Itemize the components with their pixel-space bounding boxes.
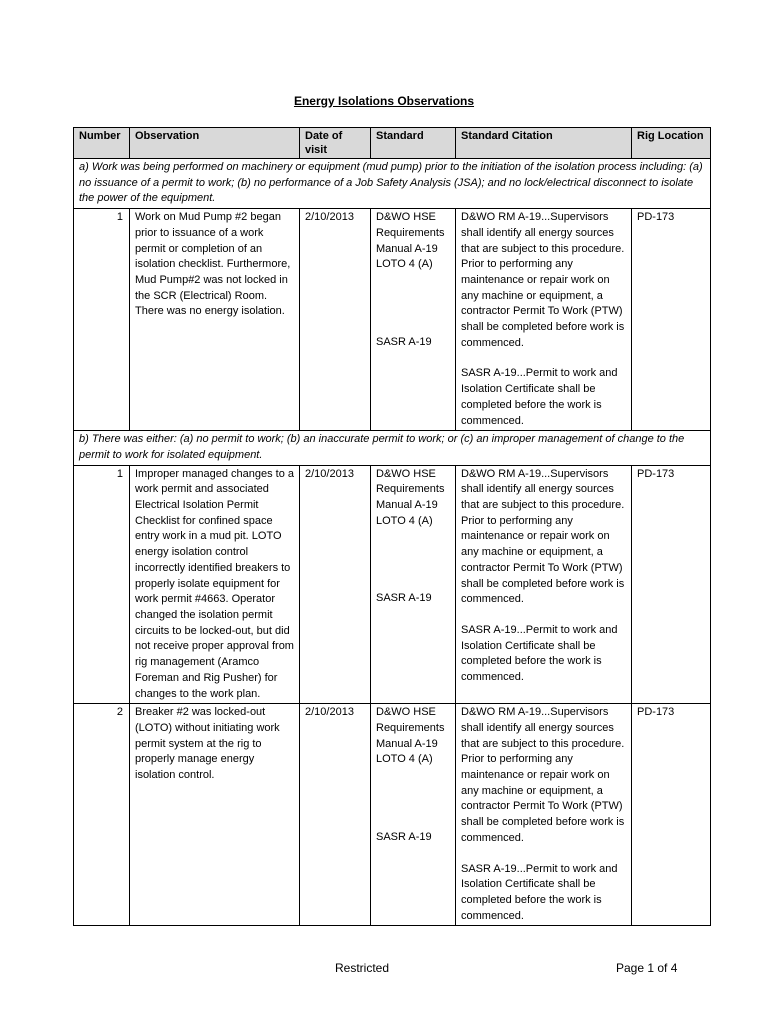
footer-classification: Restricted	[335, 961, 390, 975]
row-date: 2/10/2013	[300, 209, 371, 431]
row-citation	[456, 465, 632, 704]
standard-primary: D&WO HSE Requirements Manual A-19 LOTO 4 (A)	[376, 211, 445, 271]
standard-primary: D&WO HSE Requirements Manual A-19 LOTO 4 (A)	[376, 467, 445, 527]
row-observation: Improper managed changes to a work permit and associated Electrical Isolation Permit Checklist for confined space entry work in a mud pit. LOTO energy isolation control incorrectly identified breakers to properly isolate equipment for work permit #4663. Operator changed the isolation permit circuits to be locked-out, but did not receive proper approval from rig management (Aramco Foreman and Rig Pusher) for changes to the work plan.	[130, 465, 300, 704]
row-number: 1	[74, 209, 130, 431]
row-observation: Breaker #2 was locked-out (LOTO) without initiating work permit system at the rig to properly manage energy isolation control.	[130, 704, 300, 926]
row-location: PD-173	[632, 465, 711, 704]
citation-secondary: SASR A-19...Permit to work and Isolation Certificate shall be completed before the work is commenced.	[461, 623, 618, 684]
table-row	[74, 465, 711, 704]
row-citation	[456, 704, 632, 926]
row-date: 2/10/2013	[300, 465, 371, 704]
row-standard	[371, 465, 456, 704]
section-row	[74, 159, 711, 209]
observations-table	[73, 127, 711, 926]
row-date: 2/10/2013	[300, 704, 371, 926]
citation-primary: D&WO RM A-19...Supervisors shall identify all energy sources that are subject to this procedure. Prior to performing any maintenance or repair work on any machine or equipment, a contractor Permit To Work (PTW) shall be completed before work is commenced.	[461, 467, 625, 606]
row-standard	[371, 704, 456, 926]
row-location: PD-173	[632, 209, 711, 431]
row-observation: Work on Mud Pump #2 began prior to issuance of a work permit or completion of an isolation checklist. Furthermore, Mud Pump#2 was not locked in the SCR (Electrical) Room. There was no energy isolation.	[130, 209, 300, 431]
column-header-citation: Standard Citation	[456, 128, 632, 159]
standard-secondary: SASR A-19	[376, 335, 432, 348]
column-header-observation: Observation	[130, 128, 300, 159]
standard-secondary: SASR A-19	[376, 831, 432, 844]
document-title: Energy Isolations Observations	[293, 94, 475, 108]
citation-primary: D&WO RM A-19...Supervisors shall identify all energy sources that are subject to this procedure. Prior to performing any maintenance or repair work on any machine or equipment, a contractor Permit To Work (PTW) shall be completed before work is commenced.	[461, 706, 625, 844]
citation-secondary: SASR A-19...Permit to work and Isolation Certificate shall be completed before the work is commenced.	[461, 862, 618, 922]
row-location: PD-173	[632, 704, 711, 926]
standard-secondary: SASR A-19	[376, 592, 432, 605]
column-header-location: Rig Location	[632, 128, 711, 159]
section-heading: a) Work was being performed on machinery or equipment (mud pump) prior to the initiation of the isolation process including: (a) no issuance of a permit to work; (b) no performance of a Job Safety Analysis (JSA); and no lock/electrical disconnect to isolate the power of the equipment.	[74, 159, 711, 209]
row-number: 1	[74, 465, 130, 704]
footer-page-number: Page 1 of 4	[616, 961, 678, 975]
citation-primary: D&WO RM A-19...Supervisors shall identify all energy sources that are subject to this procedure. Prior to performing any maintenance or repair work on any machine or equipment, a contractor Permit To Work (PTW) shall be completed before work is commenced.	[461, 211, 625, 349]
column-header-date: Date of visit	[300, 128, 371, 159]
standard-primary: D&WO HSE Requirements Manual A-19 LOTO 4 (A)	[376, 706, 445, 766]
row-number: 2	[74, 704, 130, 926]
column-header-standard: Standard	[371, 128, 456, 159]
column-header-number: Number	[74, 128, 130, 159]
table-row	[74, 704, 711, 926]
table-row	[74, 209, 711, 431]
row-standard	[371, 209, 456, 431]
table-header-row	[74, 128, 711, 159]
section-heading: b) There was either: (a) no permit to work; (b) an inaccurate permit to work; or (c) an improper management of change to the permit to work for isolated equipment.	[74, 431, 711, 465]
row-citation	[456, 209, 632, 431]
citation-secondary: SASR A-19...Permit to work and Isolation Certificate shall be completed before the work is commenced.	[461, 367, 618, 427]
section-row	[74, 431, 711, 465]
